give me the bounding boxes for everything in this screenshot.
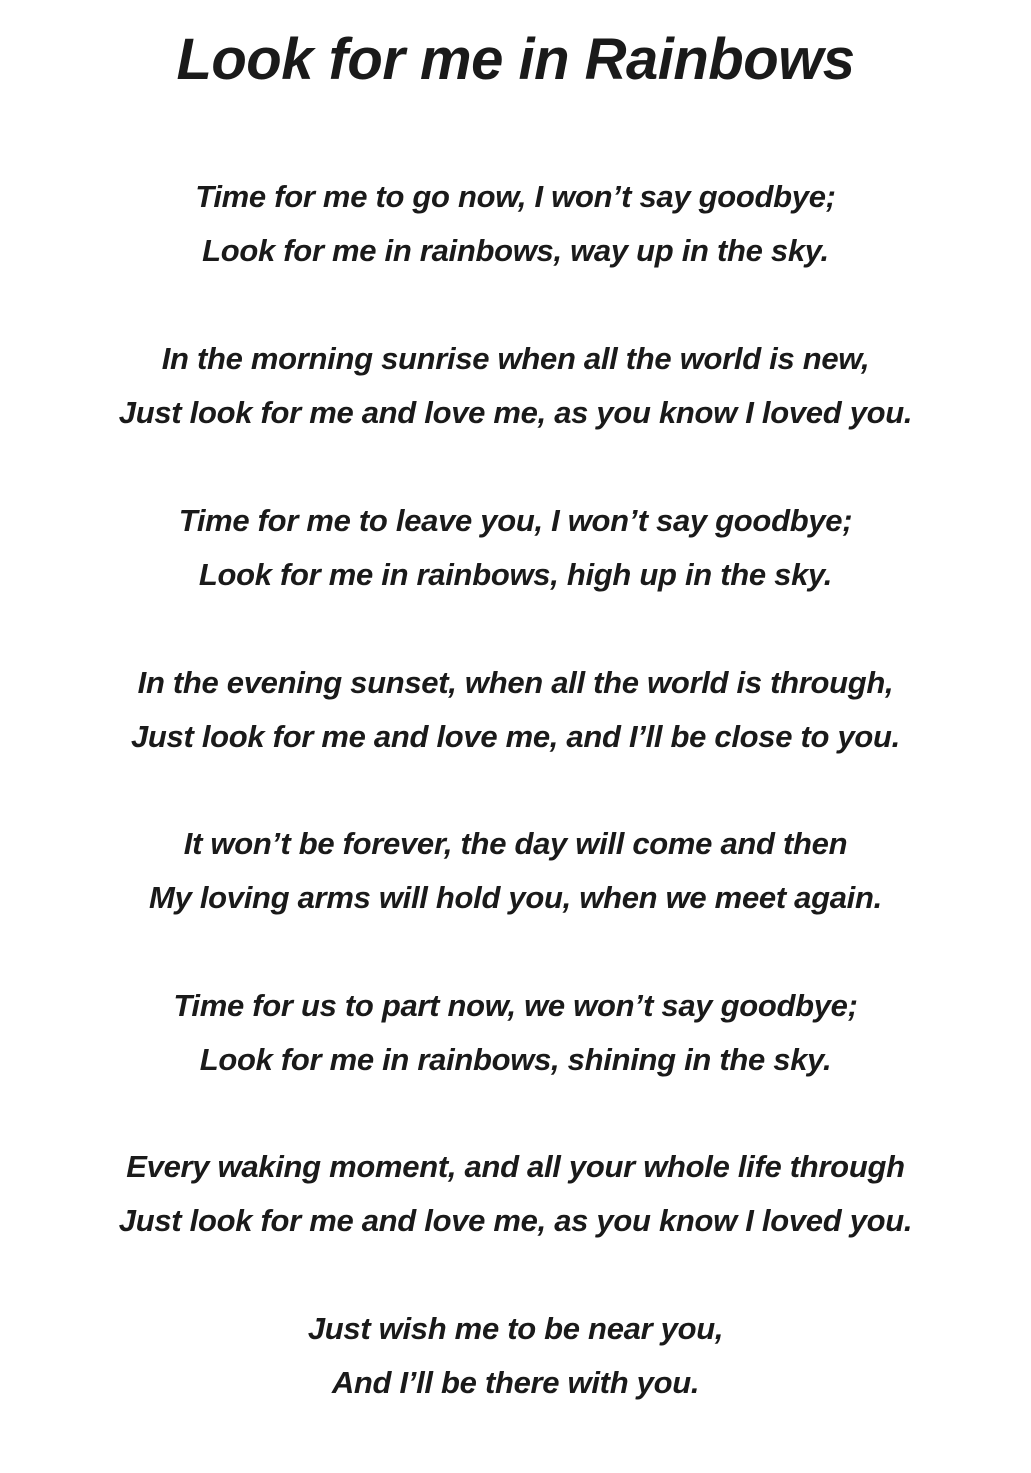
stanza-2: [0, 332, 1031, 440]
stanza-3: [0, 494, 1031, 602]
stanza-line: Look for me in rainbows, shining in the sky.: [199, 1042, 832, 1077]
stanza-line: Look for me in rainbows, high up in the sky.: [198, 557, 833, 592]
stanza-line: Just look for me and love me, and I’ll be close to you.: [130, 719, 900, 754]
stanza-line: In the morning sunrise when all the world is new,: [161, 341, 870, 376]
stanza-line: And I’ll be there with you.: [331, 1365, 700, 1400]
stanza-line: My loving arms will hold you, when we meet again.: [149, 880, 882, 915]
stanza-7: [0, 1140, 1031, 1248]
stanza-line: In the evening sunset, when all the world is through,: [137, 665, 894, 700]
stanza-6: [0, 979, 1031, 1087]
stanza-line: Just wish me to be near you,: [307, 1311, 724, 1346]
stanza-8: [0, 1302, 1031, 1410]
stanza-line: It won’t be forever, the day will come and then: [183, 826, 848, 861]
stanza-1: [0, 170, 1031, 278]
stanza-line: Just look for me and love me, as you know I loved you.: [118, 395, 913, 430]
stanza-line: Just look for me and love me, as you know I loved you.: [118, 1203, 913, 1238]
stanza-line: Time for me to leave you, I won’t say goodbye;: [178, 503, 853, 538]
stanza-line: Every waking moment, and all your whole life through: [126, 1149, 905, 1184]
poem-title: Look for me in Rainbows: [176, 27, 855, 92]
stanza-line: Time for us to part now, we won’t say goodbye;: [173, 988, 858, 1023]
stanza-4: [0, 656, 1031, 764]
stanza-line: Look for me in rainbows, way up in the sky.: [202, 233, 829, 268]
stanza-5: [0, 817, 1031, 925]
stanza-line: Time for me to go now, I won’t say goodbye;: [195, 179, 836, 214]
